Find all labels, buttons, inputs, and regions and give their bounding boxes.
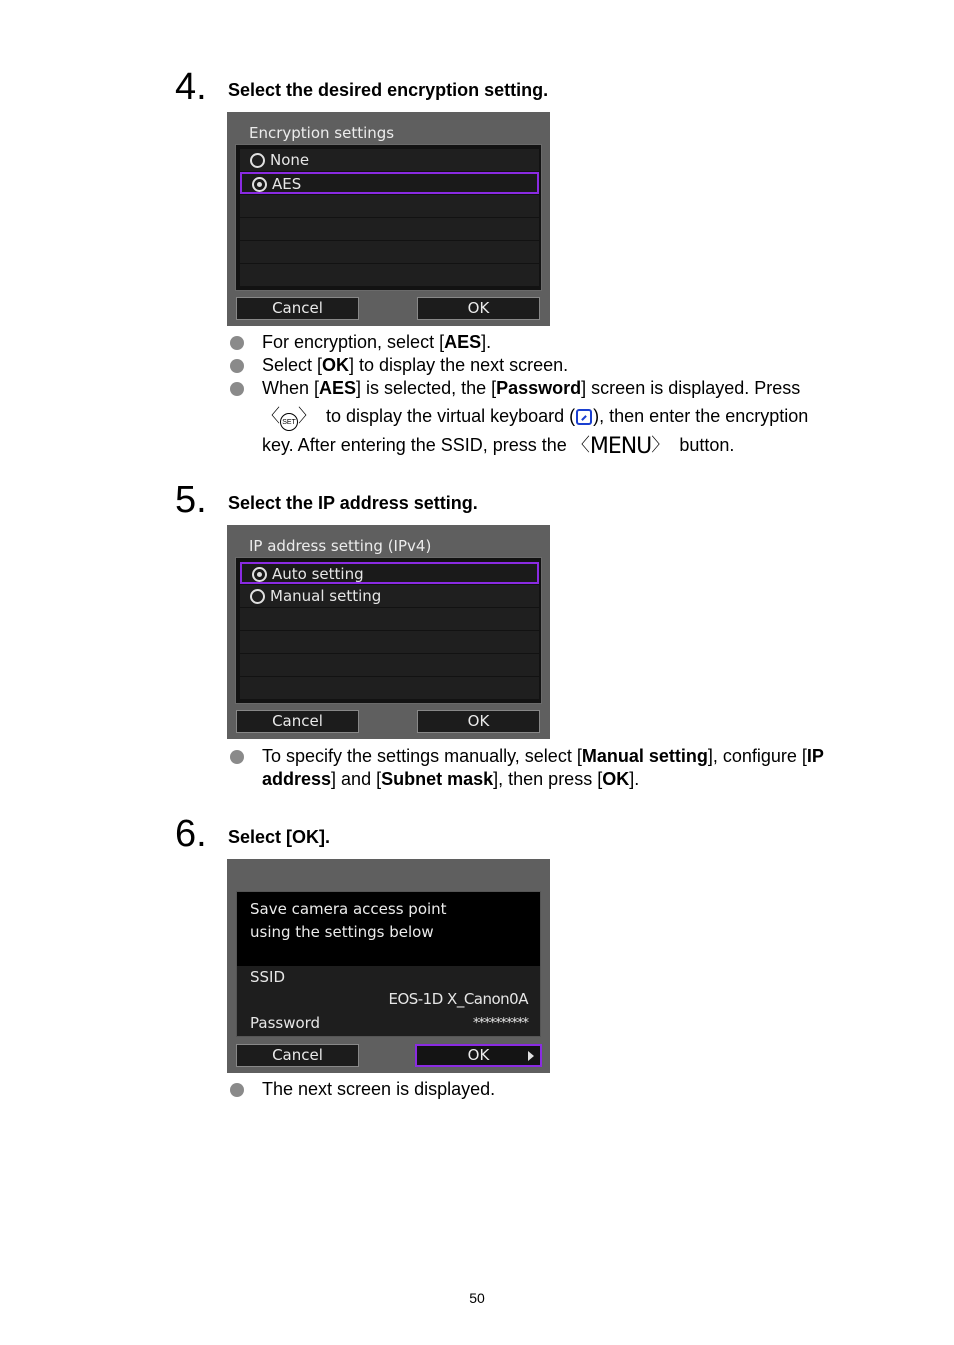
ok-label: OK [467, 1046, 490, 1064]
text: ] is selected, the [ [356, 378, 497, 398]
save-message [250, 898, 447, 944]
bold-text: address [262, 769, 332, 789]
bullet-item [230, 1078, 870, 1101]
cancel-button[interactable]: Cancel [236, 297, 359, 320]
text: button. [679, 435, 735, 455]
ssid-label: SSID [250, 968, 286, 986]
cancel-button[interactable]: Cancel [236, 1044, 359, 1067]
password-label: Password [250, 1014, 321, 1032]
bullet-item: When [AES] is selected, the [Password] screen is displayed. Press 〈 SET 〉 to display the virtual keyboard ( ), then enter the encryption key. After entering the SSID, press the 〈MENU〉 button. [230, 374, 870, 461]
ok-button[interactable]: OK [417, 710, 540, 733]
message-line: Save camera access point [250, 900, 447, 918]
empty-row [240, 677, 539, 699]
bold-text: IP [806, 746, 824, 766]
text: ]. [629, 769, 640, 789]
options-list [235, 557, 542, 704]
bold-text: Manual setting [581, 746, 708, 766]
settings-summary [237, 966, 540, 1036]
step-title: Select the IP address setting. [228, 493, 478, 513]
bold-text: AES [444, 332, 482, 352]
empty-row [240, 218, 539, 240]
option-label: Auto setting [272, 565, 364, 583]
page-number: 50 [469, 1290, 485, 1306]
password-value: ********** [473, 1016, 528, 1031]
bold-text: Subnet mask [381, 769, 494, 789]
empty-row [240, 195, 539, 217]
option-manual-setting[interactable] [240, 585, 539, 607]
option-label: AES [272, 175, 302, 193]
text: For encryption, select [ [262, 332, 445, 352]
step6-bullets [230, 1078, 870, 1101]
bullet-dot [230, 359, 244, 373]
empty-row [240, 631, 539, 653]
step-title: Select the desired encryption setting. [228, 80, 549, 100]
empty-row [240, 264, 539, 286]
empty-row [240, 654, 539, 676]
bold-text: AES [319, 378, 357, 398]
bold-text: OK [322, 355, 350, 375]
radio-on-icon [252, 567, 267, 582]
ip-address-setting-screen [227, 525, 550, 739]
step-number: 6. [175, 813, 207, 855]
text: When [ [262, 378, 320, 398]
message-line: using the settings below [250, 923, 434, 941]
option-none[interactable] [240, 149, 539, 171]
text: to display the virtual keyboard ( [326, 406, 576, 426]
bullet-item [230, 331, 870, 354]
message-panel [236, 891, 541, 1037]
ok-button[interactable] [415, 1044, 542, 1067]
text: Select [ [262, 355, 323, 375]
ok-button[interactable]: OK [417, 297, 540, 320]
bold-text: OK [602, 769, 630, 789]
text: ], then press [ [493, 769, 603, 789]
step4-bullets [230, 331, 870, 461]
option-aes[interactable] [240, 172, 539, 194]
encryption-settings-screen [227, 112, 550, 326]
radio-off-icon [250, 153, 265, 168]
save-access-point-screen [227, 859, 550, 1073]
text: ], configure [ [707, 746, 807, 766]
step-number: 4. [175, 66, 207, 108]
ssid-value: EOS-1D X_Canon0A [388, 990, 528, 1008]
text: ] screen is displayed. Press [581, 378, 801, 398]
text: ), then enter the encryption [593, 406, 809, 426]
text: key. After entering the SSID, press the [262, 435, 567, 455]
bullet-item [230, 745, 870, 791]
menu-button-icon: MENU [589, 434, 652, 459]
text: The next screen is displayed. [262, 1079, 496, 1099]
step-title: Select [OK]. [228, 827, 331, 847]
bullet-dot [230, 750, 244, 764]
step5-bullets [230, 745, 870, 791]
option-label: Manual setting [270, 587, 382, 605]
bold-text: Password [496, 378, 582, 398]
virtual-keyboard-icon [576, 409, 592, 425]
text: To specify the settings manually, select [ [262, 746, 582, 766]
empty-row [240, 608, 539, 630]
option-label: None [270, 151, 310, 169]
cancel-button[interactable]: Cancel [236, 710, 359, 733]
radio-off-icon [250, 589, 265, 604]
screen-header: IP address setting (IPv4) [249, 537, 432, 555]
arrow-right-icon [528, 1051, 534, 1061]
empty-row [240, 241, 539, 263]
options-list [235, 144, 542, 291]
radio-on-icon [252, 177, 267, 192]
step-number: 5. [175, 479, 207, 521]
screen-header: Encryption settings [249, 124, 395, 142]
bullet-dot [230, 1083, 244, 1097]
bullet-dot [230, 382, 244, 396]
option-auto-setting[interactable] [240, 562, 539, 584]
text: ] and [ [331, 769, 382, 789]
text: ] to display the next screen. [349, 355, 569, 375]
bullet-dot [230, 336, 244, 350]
set-button-icon: SET [280, 413, 298, 431]
text: ]. [481, 332, 492, 352]
